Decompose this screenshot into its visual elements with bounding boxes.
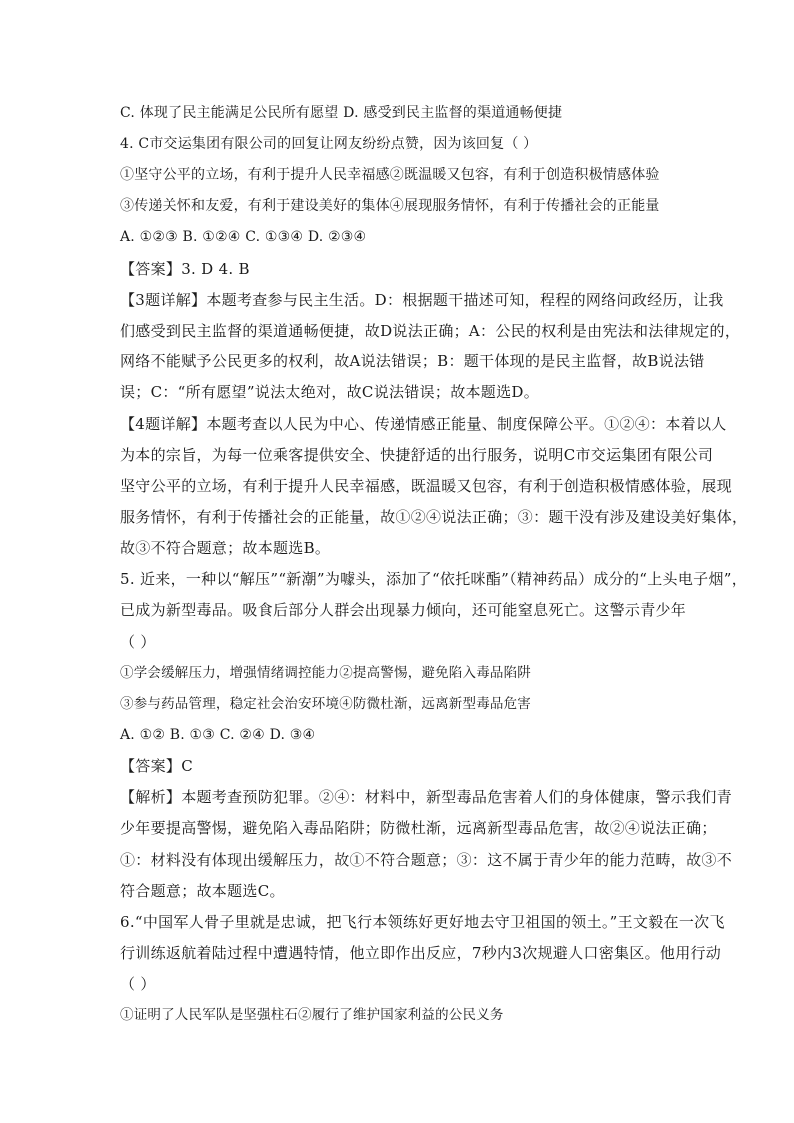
text-line-9: 网络不能赋予公民更多的权利，故A说法错误；B：题干体现的是民主监督，故B说法错: [120, 352, 705, 370]
text-line-16: 5. 近来，一种以“解压”“新潮”为噱头，添加了“依托咪酯”（精神药品）成分的“上头电子烟”，: [120, 570, 748, 588]
text-line-17: 已成为新型毒品。吸食后部分人群会出现暴力倾向，还可能窒息死亡。这警示青少年: [120, 601, 687, 619]
text-line-20: ③参与药品管理，稳定社会治安环境④防微杜渐，远离新型毒品危害: [120, 696, 531, 712]
text-line-29: （ ）: [120, 975, 156, 993]
text-line-13: 坚守公平的立场，有利于提升人民幸福感，既温暖又包容，有利于创造积极情感体验，展现: [120, 477, 733, 495]
text-line-25: ①：材料没有体现出缓解压力，故①不符合题意；③：这不属于青少年的能力范畴，故③不: [120, 851, 733, 869]
text-line-19: ①学会缓解压力，增强情绪调控能力②提高警惕，避免陷入毒品陷阱: [120, 665, 531, 681]
text-line-18: （ ）: [120, 633, 156, 651]
text-line-23: 【解析】本题考查预防犯罪。②④：材料中，新型毒品危害着人们的身体健康，警示我们青: [120, 788, 733, 806]
text-line-3: ①坚守公平的立场，有利于提升人民幸福感②既温暖又包容，有利于创造积极情感体验: [120, 167, 660, 183]
text-line-2: 4. C市交运集团有限公司的回复让网友纷纷点赞，因为该回复（ ）: [120, 136, 538, 152]
text-line-6: 【答案】3. D 4. B: [120, 260, 250, 278]
text-line-5: A. ①②③ B. ①②④ C. ①③④ D. ②③④: [120, 229, 367, 245]
text-line-4: ③传递关怀和友爱，有利于建设美好的集体④展现服务情怀，有利于传播社会的正能量: [120, 198, 660, 214]
text-line-21: A. ①② B. ①③ C. ②④ D. ③④: [120, 727, 316, 743]
text-line-30: ①证明了人民军队是坚强柱石②履行了维护国家利益的公民义务: [120, 1007, 504, 1023]
text-line-27: 6.“中国军人骨子里就是忠诚，把飞行本领练好更好地去守卫祖国的领土。”王文毅在一次飞: [120, 913, 725, 931]
text-line-28: 行训练返航着陆过程中遭遇特情，他立即作出反应，7秒内3次规避人口密集区。他用行动: [120, 944, 722, 962]
text-line-26: 符合题意；故本题选C。: [120, 882, 285, 900]
text-line-8: 们感受到民主监督的渠道通畅便捷，故D说法正确；A：公民的权利是由宪法和法律规定的，: [120, 322, 741, 340]
text-line-1: C. 体现了民主能满足公民所有愿望 D. 感受到民主监督的渠道通畅便捷: [120, 105, 563, 121]
text-line-15: 故③不符合题意；故本题选B。: [120, 539, 331, 557]
text-line-12: 为本的宗旨，为每一位乘客提供安全、快捷舒适的出行服务，说明C市交运集团有限公司: [120, 446, 714, 464]
text-line-14: 服务情怀，有利于传播社会的正能量，故①②④说法正确；③：题干没有涉及建设美好集体，: [120, 508, 748, 526]
text-line-24: 少年要提高警惕，避免陷入毒品陷阱；防微杜渐，远离新型毒品危害，故②④说法正确；: [120, 819, 717, 837]
text-line-22: 【答案】C: [120, 757, 193, 775]
text-line-7: 【3题详解】本题考查参与民主生活。D：根据题干描述可知，程程的网络问政经历，让我: [120, 291, 724, 309]
text-line-11: 【4题详解】本题考查以人民为中心、传递情感正能量、制度保障公平。①②④：本着以人: [120, 415, 727, 433]
text-line-10: 误；C：“所有愿望”说法太绝对，故C说法错误；故本题选D。: [120, 383, 540, 401]
